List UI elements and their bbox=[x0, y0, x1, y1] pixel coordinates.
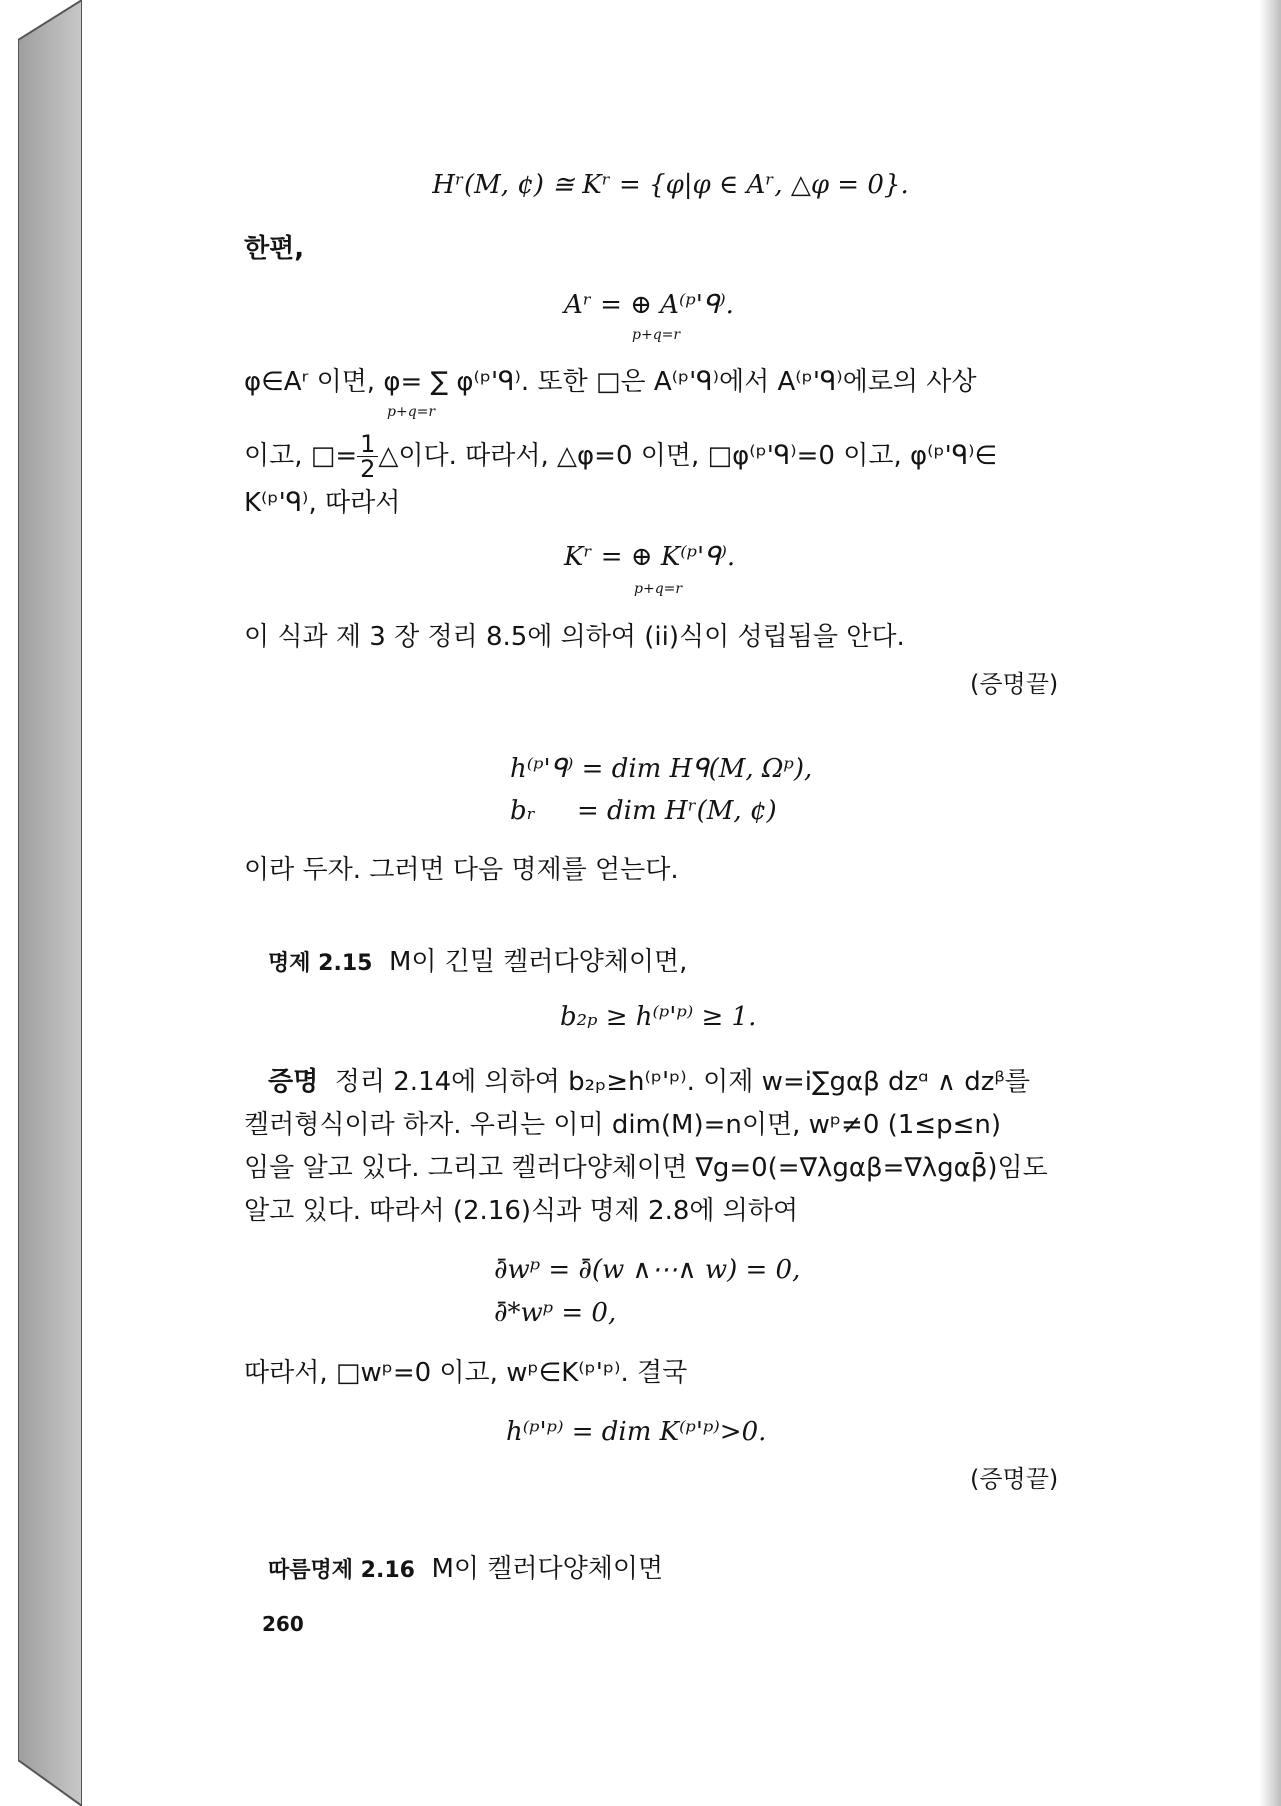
proof-line-3: 임을 알고 있다. 그리고 켈러다양체이면 ∇g=0(=∇λgαβ=∇λgαβ̄)임도 bbox=[244, 1153, 1048, 1183]
equation-1: Hʳ(M, ¢) ≅ Kʳ = {φ|φ ∈ Aʳ, △φ = 0}. bbox=[432, 170, 909, 200]
corollary-text: M이 켈러다양체이면 bbox=[431, 1554, 664, 1584]
paragraph-1-line-3: K⁽ᵖ'ᑫ⁾, 따라서 bbox=[244, 488, 401, 518]
proof-line-1-text: 정리 2.14에 의하여 b₂ₚ≥h⁽ᵖ'ᵖ⁾. 이제 w=i∑gαβ dzᵅ ∧ dzᵝ를 bbox=[334, 1067, 1030, 1097]
qed-mark-1: (증명끝) bbox=[970, 670, 1059, 698]
equation-2: Aʳ = ⊕ A⁽ᵖ'ᑫ⁾. bbox=[564, 290, 734, 320]
paragraph-1-line-2 bbox=[244, 432, 997, 481]
equation-2-subscript: p+q=r bbox=[632, 327, 681, 343]
fraction-numerator: 1 bbox=[357, 432, 378, 457]
fraction-denominator: 2 bbox=[360, 455, 376, 483]
one-half-fraction bbox=[357, 432, 378, 481]
paragraph-3-line-1: 이라 두자. 그러면 다음 명제를 얻는다. bbox=[244, 855, 679, 885]
paragraph-2-line-1: 이 식과 제 3 장 정리 8.5에 의하여 (ii)식이 성립됨을 안다. bbox=[244, 622, 905, 652]
corollary-2-16 bbox=[268, 1552, 663, 1588]
equation-3-subscript: p+q=r bbox=[634, 581, 683, 597]
page-number: 260 bbox=[262, 1612, 304, 1636]
qed-mark-2: (증명끝) bbox=[970, 1465, 1059, 1493]
equation-5: b₂ₚ ≥ h⁽ᵖ'ᵖ⁾ ≥ 1. bbox=[560, 1002, 757, 1032]
proof-line-1 bbox=[268, 1065, 1030, 1099]
text-hanpyeon: 한편, bbox=[244, 234, 305, 264]
equation-6-line-1: ∂̄wᵖ = ∂̄(w ∧⋯∧ w) = 0, bbox=[494, 1255, 801, 1285]
equation-4-line-2: bᵣ = dim Hʳ(M, ¢) bbox=[510, 796, 777, 826]
paragraph-1-line-2-end: △이다. 따라서, △φ=0 이면, □φ⁽ᵖ'ᑫ⁾=0 이고, φ⁽ᵖ'ᑫ⁾∈ bbox=[378, 441, 998, 471]
book-page bbox=[82, 0, 1259, 1806]
paragraph-1-line-1-subscript: p+q=r bbox=[387, 404, 436, 420]
equation-6-line-2: ∂̄*wᵖ = 0, bbox=[494, 1298, 617, 1328]
paragraph-1-line-2-start: 이고, □= bbox=[244, 441, 358, 471]
equation-3: Kʳ = ⊕ K⁽ᵖ'ᑫ⁾. bbox=[564, 542, 736, 572]
paragraph-4-line-1: 따라서, □wᵖ=0 이고, wᵖ∈K⁽ᵖ'ᵖ⁾. 결국 bbox=[244, 1358, 688, 1388]
proof-label: 증명 bbox=[268, 1067, 319, 1097]
book-spine bbox=[18, 0, 82, 1806]
proof-line-2: 켈러형식이라 하자. 우리는 이미 dim(M)=n이면, wᵖ≠0 (1≤p≤n) bbox=[244, 1110, 1002, 1140]
proof-line-4: 알고 있다. 따라서 (2.16)식과 명제 2.8에 의하여 bbox=[244, 1196, 799, 1226]
page-edge bbox=[1259, 0, 1281, 1806]
corollary-label: 따름명제 2.16 bbox=[268, 1558, 415, 1583]
paragraph-1-line-1: φ∈Aʳ 이면, φ= ∑ φ⁽ᵖ'ᑫ⁾. 또한 □은 A⁽ᵖ'ᑫ⁾에서 A⁽ᵖ'ᑫ⁾에로의 사상 bbox=[244, 367, 977, 397]
proposition-2-15 bbox=[268, 945, 687, 981]
proposition-label: 명제 2.15 bbox=[268, 951, 373, 976]
equation-4-line-1: h⁽ᵖ'ᑫ⁾ = dim Hᑫ(M, Ωᵖ), bbox=[510, 754, 813, 784]
equation-7: h⁽ᵖ'ᵖ⁾ = dim K⁽ᵖ'ᵖ⁾>0. bbox=[506, 1417, 767, 1447]
proposition-text: M이 긴밀 켈러다양체이면, bbox=[388, 947, 688, 977]
